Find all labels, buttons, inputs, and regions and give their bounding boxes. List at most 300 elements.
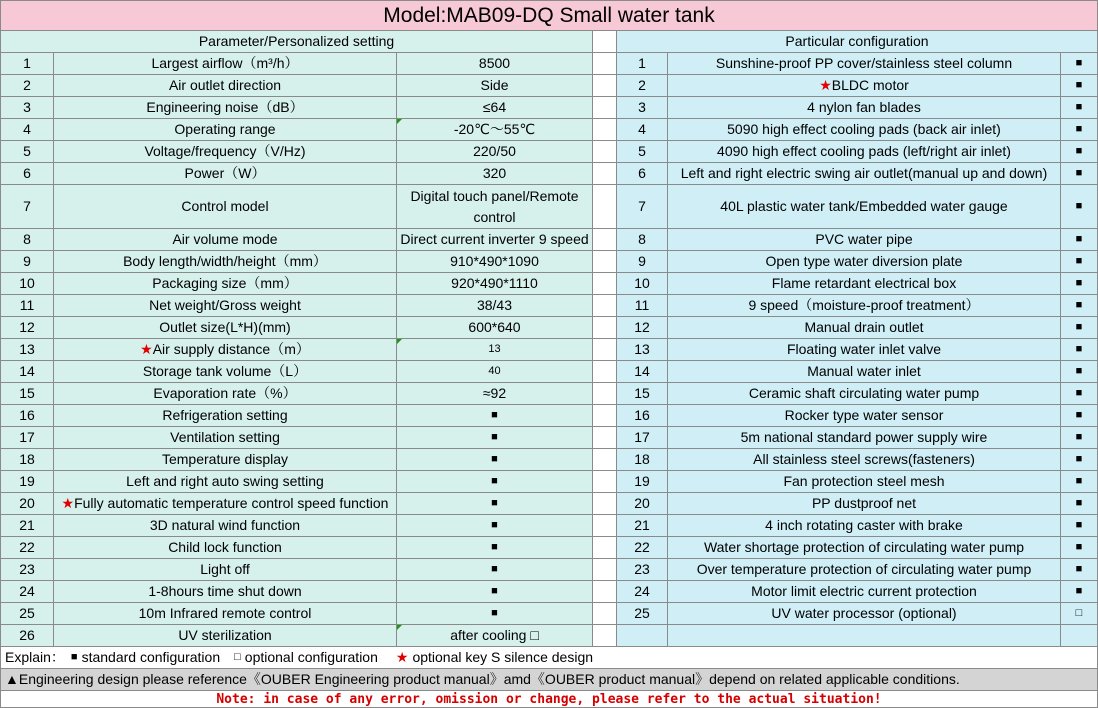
- item-text: Open type water diversion plate: [765, 253, 963, 269]
- left-row-number: [0, 515, 54, 537]
- row-number-text: 11: [19, 297, 35, 313]
- spacer-cell: [593, 141, 617, 163]
- value-text: ■: [491, 453, 498, 465]
- value-text: 13: [488, 343, 501, 355]
- item-text: Rocker type water sensor: [784, 407, 944, 423]
- right-row-number: [617, 295, 668, 317]
- standard-mark-icon: ■: [1075, 387, 1083, 399]
- right-item-cell: [668, 119, 1061, 141]
- item-text: Manual drain outlet: [804, 319, 924, 335]
- left-value-cell: [397, 537, 593, 559]
- row-number-text: 13: [19, 341, 35, 357]
- spacer-header: [593, 31, 617, 53]
- row-number-text: 19: [19, 473, 35, 489]
- left-value-cell: [397, 449, 593, 471]
- value-text: after cooling □: [450, 627, 539, 643]
- item-text: Left and right electric swing air outlet(manual up and down): [680, 165, 1048, 181]
- left-param-cell: [54, 339, 397, 361]
- right-mark-cell: [1061, 559, 1098, 581]
- left-param-cell: [54, 185, 397, 229]
- right-row-number: [617, 515, 668, 537]
- param-text: Storage tank volume（L）: [142, 363, 308, 379]
- row-number-text: 25: [634, 605, 650, 621]
- right-row-number: [617, 119, 668, 141]
- row-number-text: 14: [634, 363, 650, 379]
- value-text: 40: [488, 365, 501, 377]
- param-text: Largest airflow（m³/h）: [151, 55, 299, 71]
- right-item-cell: [668, 53, 1061, 75]
- param-text: Power（W）: [184, 165, 266, 181]
- row-number-text: 14: [19, 363, 35, 379]
- spacer-cell: [593, 185, 617, 229]
- param-text: 1-8hours time shut down: [148, 583, 302, 599]
- right-row-number: [617, 361, 668, 383]
- right-item-cell: [668, 427, 1061, 449]
- spacer-cell: [593, 471, 617, 493]
- standard-mark-icon: ■: [1075, 497, 1083, 509]
- right-mark-cell: [1061, 251, 1098, 273]
- right-mark-cell: [1061, 383, 1098, 405]
- standard-mark-icon: ■: [1075, 167, 1083, 179]
- right-row-number: [617, 229, 668, 251]
- left-param-cell: [54, 515, 397, 537]
- item-text: Ceramic shaft circulating water pump: [748, 385, 980, 401]
- right-mark-cell: [1061, 163, 1098, 185]
- left-row-number: [0, 427, 54, 449]
- star-icon: ★: [140, 341, 153, 357]
- left-param-cell: [54, 163, 397, 185]
- row-number-text: 6: [638, 165, 646, 181]
- sheet-title: Model:MAB09-DQ Small water tank: [0, 0, 1098, 31]
- standard-mark-icon: ■: [1075, 233, 1083, 245]
- right-mark-cell: [1061, 427, 1098, 449]
- param-text: Light off: [200, 561, 250, 577]
- left-row-number: [0, 163, 54, 185]
- row-number-text: 6: [23, 165, 31, 181]
- item-text: Sunshine-proof PP cover/stainless steel column: [715, 55, 1013, 71]
- left-param-cell: [54, 273, 397, 295]
- left-row-number: [0, 251, 54, 273]
- row-number-text: 24: [634, 583, 650, 599]
- left-param-cell: [54, 295, 397, 317]
- spacer-cell: [593, 581, 617, 603]
- item-text: Over temperature protection of circulating water pump: [696, 561, 1032, 577]
- param-text: Control model: [181, 198, 269, 214]
- value-text: 8500: [478, 55, 511, 71]
- right-row-number: [617, 493, 668, 515]
- left-row-number: [0, 581, 54, 603]
- right-item-cell: [668, 625, 1061, 647]
- left-row-number: [0, 537, 54, 559]
- row-number-text: 8: [638, 231, 646, 247]
- value-text: 220/50: [473, 143, 516, 159]
- row-number-text: 8: [23, 231, 31, 247]
- right-mark-cell: [1061, 361, 1098, 383]
- value-text: Side: [480, 77, 509, 93]
- explain-row: [0, 647, 1098, 669]
- left-param-cell: [54, 581, 397, 603]
- value-text: 320: [482, 165, 507, 181]
- left-value-cell: [397, 97, 593, 119]
- left-value-cell: [397, 339, 593, 361]
- value-text: 920*490*1110: [451, 275, 538, 291]
- right-item-cell: [668, 229, 1061, 251]
- right-item-cell: [668, 449, 1061, 471]
- left-row-number: [0, 383, 54, 405]
- right-row-number: [617, 405, 668, 427]
- value-text: -20℃～55℃: [453, 121, 536, 137]
- right-mark-cell: [1061, 229, 1098, 251]
- row-number-text: 15: [634, 385, 650, 401]
- param-text: Air supply distance（m）: [152, 341, 310, 357]
- left-value-cell: [397, 625, 593, 647]
- left-row-number: [0, 97, 54, 119]
- standard-mark-icon: ■: [1075, 321, 1083, 333]
- right-header: Particular configuration: [617, 31, 1098, 53]
- right-item-cell: [668, 295, 1061, 317]
- row-number-text: 1: [23, 55, 31, 71]
- param-text: Left and right auto swing setting: [126, 473, 324, 489]
- param-text: Operating range: [174, 121, 276, 137]
- standard-mark-icon: ■: [1075, 431, 1083, 443]
- left-value-cell: [397, 493, 593, 515]
- left-value-cell: [397, 581, 593, 603]
- row-number-text: 20: [634, 495, 650, 511]
- right-mark-cell: [1061, 625, 1098, 647]
- spacer-cell: [593, 537, 617, 559]
- standard-mark-icon: ■: [1075, 101, 1083, 113]
- key-star-icon: ★: [395, 649, 409, 665]
- spacer-cell: [593, 625, 617, 647]
- row-number-text: 15: [19, 385, 35, 401]
- row-number-text: 26: [19, 627, 35, 643]
- right-row-number: [617, 581, 668, 603]
- param-text: Body length/width/height（mm）: [123, 253, 327, 269]
- param-text: Temperature display: [161, 451, 289, 467]
- row-number-text: 9: [638, 253, 646, 269]
- spacer-cell: [593, 295, 617, 317]
- row-number-text: 22: [634, 539, 650, 555]
- row-number-text: 23: [19, 561, 35, 577]
- spacer-cell: [593, 229, 617, 251]
- left-param-cell: [54, 427, 397, 449]
- left-row-number: [0, 119, 54, 141]
- standard-mark-icon: ■: [1075, 79, 1083, 91]
- left-value-cell: [397, 273, 593, 295]
- item-text: PP dustproof net: [811, 495, 917, 511]
- spacer-cell: [593, 427, 617, 449]
- left-row-number: [0, 603, 54, 625]
- optional-mark-icon: □: [1075, 607, 1083, 619]
- standard-mark-icon: ■: [1075, 541, 1083, 553]
- spacer-cell: [593, 317, 617, 339]
- row-number-text: 9: [23, 253, 31, 269]
- left-param-cell: [54, 405, 397, 427]
- row-number-text: 7: [638, 198, 646, 214]
- right-item-cell: [668, 405, 1061, 427]
- value-text: ■: [491, 409, 498, 421]
- standard-mark-icon: ■: [1075, 123, 1083, 135]
- standard-mark-icon: ■: [1075, 585, 1083, 597]
- value-text: Digital touch panel/Remote control: [410, 187, 579, 225]
- right-item-cell: [668, 141, 1061, 163]
- spacer-cell: [593, 383, 617, 405]
- standard-mark-icon: ■: [1075, 519, 1083, 531]
- item-text: Motor limit electric current protection: [751, 583, 977, 599]
- standard-mark-icon: ■: [1075, 255, 1083, 267]
- left-param-cell: [54, 119, 397, 141]
- param-text: Net weight/Gross weight: [149, 297, 301, 313]
- row-number-text: 12: [634, 319, 650, 335]
- right-row-number: [617, 53, 668, 75]
- left-row-number: [0, 449, 54, 471]
- right-row-number: [617, 141, 668, 163]
- param-text: Ventilation setting: [170, 429, 280, 445]
- right-item-cell: [668, 581, 1061, 603]
- left-param-cell: [54, 383, 397, 405]
- row-number-text: 23: [634, 561, 650, 577]
- notice-line: Note: in case of any error, omission or change, please refer to the actual situation!: [0, 691, 1098, 708]
- right-row-number: [617, 603, 668, 625]
- right-row-number: [617, 75, 668, 97]
- row-number-text: 21: [634, 517, 650, 533]
- right-mark-cell: [1061, 119, 1098, 141]
- left-row-number: [0, 185, 54, 229]
- value-text: ≤64: [482, 99, 507, 115]
- left-param-cell: [54, 603, 397, 625]
- left-value-cell: [397, 383, 593, 405]
- left-row-number: [0, 471, 54, 493]
- param-text: Engineering noise（dB）: [146, 99, 304, 115]
- left-value-cell: [397, 427, 593, 449]
- left-value-cell: [397, 141, 593, 163]
- row-number-text: 17: [19, 429, 35, 445]
- left-param-cell: [54, 493, 397, 515]
- left-row-number: [0, 295, 54, 317]
- spacer-cell: [593, 493, 617, 515]
- right-row-number: [617, 427, 668, 449]
- spacer-cell: [593, 361, 617, 383]
- standard-mark-icon: ■: [1075, 409, 1083, 421]
- right-item-cell: [668, 537, 1061, 559]
- right-item-cell: [668, 273, 1061, 295]
- left-value-cell: [397, 163, 593, 185]
- right-item-cell: [668, 317, 1061, 339]
- right-row-number: [617, 537, 668, 559]
- standard-mark-icon: ■: [1075, 343, 1083, 355]
- right-mark-cell: [1061, 471, 1098, 493]
- right-item-cell: [668, 185, 1061, 229]
- explain-label: Explain：: [5, 649, 65, 665]
- standard-mark-icon: ■: [1075, 453, 1083, 465]
- left-row-number: [0, 75, 54, 97]
- right-mark-cell: [1061, 405, 1098, 427]
- right-row-number: [617, 471, 668, 493]
- left-param-cell: [54, 97, 397, 119]
- value-text: ■: [491, 431, 498, 443]
- left-value-cell: [397, 295, 593, 317]
- value-text: 910*490*1090: [450, 253, 539, 269]
- value-text: 38/43: [476, 297, 513, 313]
- right-item-cell: [668, 339, 1061, 361]
- left-param-cell: [54, 559, 397, 581]
- left-param-cell: [54, 75, 397, 97]
- right-mark-cell: [1061, 603, 1098, 625]
- left-param-cell: [54, 251, 397, 273]
- right-row-number: [617, 383, 668, 405]
- right-mark-cell: [1061, 537, 1098, 559]
- item-text: BLDC motor: [831, 77, 909, 93]
- left-row-number: [0, 141, 54, 163]
- standard-mark-icon: ■: [1075, 563, 1083, 575]
- right-mark-cell: [1061, 185, 1098, 229]
- left-param-cell: [54, 53, 397, 75]
- item-text: Water shortage protection of circulating water pump: [703, 539, 1025, 555]
- spacer-cell: [593, 119, 617, 141]
- row-number-text: 7: [23, 198, 31, 214]
- right-mark-cell: [1061, 515, 1098, 537]
- spacer-cell: [593, 53, 617, 75]
- left-value-cell: [397, 559, 593, 581]
- right-item-cell: [668, 75, 1061, 97]
- left-param-cell: [54, 625, 397, 647]
- left-value-cell: [397, 405, 593, 427]
- right-item-cell: [668, 493, 1061, 515]
- left-row-number: [0, 559, 54, 581]
- standard-mark-icon: ■: [1075, 475, 1083, 487]
- value-text: ■: [491, 519, 498, 531]
- row-number-text: 3: [23, 99, 31, 115]
- row-number-text: 17: [634, 429, 650, 445]
- right-item-cell: [668, 559, 1061, 581]
- right-mark-cell: [1061, 493, 1098, 515]
- row-number-text: 18: [19, 451, 35, 467]
- row-number-text: 3: [638, 99, 646, 115]
- item-text: 4 nylon fan blades: [807, 99, 921, 115]
- param-text: Packaging size（mm）: [152, 275, 298, 291]
- right-mark-cell: [1061, 449, 1098, 471]
- left-value-cell: [397, 361, 593, 383]
- param-text: Fully automatic temperature control speed function: [74, 495, 389, 511]
- row-number-text: 4: [23, 121, 31, 137]
- row-number-text: 1: [638, 55, 646, 71]
- value-text: Direct current inverter 9 speed: [400, 231, 589, 247]
- left-header: Parameter/Personalized setting: [0, 31, 593, 53]
- value-text: ■: [491, 585, 498, 597]
- row-number-text: 2: [23, 77, 31, 93]
- row-number-text: 19: [634, 473, 650, 489]
- spacer-cell: [593, 405, 617, 427]
- right-row-number: [617, 185, 668, 229]
- standard-mark-icon: ■: [1075, 277, 1083, 289]
- item-text: 5090 high effect cooling pads (back air inlet): [727, 121, 1001, 137]
- right-row-number: [617, 97, 668, 119]
- left-row-number: [0, 53, 54, 75]
- spacer-cell: [593, 449, 617, 471]
- right-mark-cell: [1061, 581, 1098, 603]
- right-row-number: [617, 251, 668, 273]
- left-param-cell: [54, 361, 397, 383]
- param-text: Air outlet direction: [168, 77, 282, 93]
- right-row-number: [617, 625, 668, 647]
- row-number-text: 4: [638, 121, 646, 137]
- optional-text: optional configuration: [244, 649, 378, 665]
- standard-mark-icon: ■: [1075, 145, 1083, 157]
- left-param-cell: [54, 537, 397, 559]
- left-param-cell: [54, 141, 397, 163]
- spacer-cell: [593, 75, 617, 97]
- spacer-cell: [593, 251, 617, 273]
- right-row-number: [617, 449, 668, 471]
- row-number-text: 5: [23, 143, 31, 159]
- param-text: Outlet size(L*H)(mm): [159, 319, 291, 335]
- row-number-text: 18: [634, 451, 650, 467]
- item-text: 5m national standard power supply wire: [740, 429, 988, 445]
- left-value-cell: [397, 185, 593, 229]
- value-text: 600*640: [468, 319, 521, 335]
- right-item-cell: [668, 515, 1061, 537]
- spacer-cell: [593, 163, 617, 185]
- engineering-note: ▲Engineering design please reference《OUBER Engineering product manual》amd《OUBER product manual》depend on related applicable conditions.: [0, 669, 1098, 691]
- left-value-cell: [397, 119, 593, 141]
- left-value-cell: [397, 251, 593, 273]
- param-text: Air volume mode: [172, 231, 278, 247]
- left-value-cell: [397, 471, 593, 493]
- right-mark-cell: [1061, 295, 1098, 317]
- row-number-text: 12: [19, 319, 35, 335]
- value-text: ■: [491, 475, 498, 487]
- param-text: Evaporation rate（%）: [153, 385, 297, 401]
- left-value-cell: [397, 229, 593, 251]
- right-mark-cell: [1061, 53, 1098, 75]
- item-text: Manual water inlet: [807, 363, 921, 379]
- left-row-number: [0, 493, 54, 515]
- row-number-text: 16: [19, 407, 35, 423]
- spacer-cell: [593, 273, 617, 295]
- right-item-cell: [668, 361, 1061, 383]
- row-number-text: 16: [634, 407, 650, 423]
- left-row-number: [0, 229, 54, 251]
- star-icon: ★: [61, 495, 75, 511]
- item-text: Floating water inlet valve: [786, 341, 942, 357]
- param-text: 3D natural wind function: [149, 517, 301, 533]
- item-text: UV water processor (optional): [771, 605, 957, 621]
- param-text: Refrigeration setting: [162, 407, 288, 423]
- item-text: PVC water pipe: [815, 231, 913, 247]
- right-mark-cell: [1061, 141, 1098, 163]
- left-row-number: [0, 317, 54, 339]
- left-row-number: [0, 273, 54, 295]
- item-text: Flame retardant electrical box: [771, 275, 957, 291]
- right-row-number: [617, 339, 668, 361]
- item-text: 9 speed（moisture-proof treatment）: [748, 297, 980, 313]
- standard-mark-icon: ■: [1075, 200, 1083, 212]
- left-value-cell: [397, 515, 593, 537]
- left-param-cell: [54, 229, 397, 251]
- param-text: 10m Infrared remote control: [138, 605, 312, 621]
- left-value-cell: [397, 53, 593, 75]
- right-mark-cell: [1061, 339, 1098, 361]
- param-text: Child lock function: [168, 539, 282, 555]
- value-text: ■: [491, 541, 498, 553]
- right-row-number: [617, 273, 668, 295]
- left-value-cell: [397, 603, 593, 625]
- row-number-text: 22: [19, 539, 35, 555]
- standard-mark-icon: ■: [1075, 57, 1083, 69]
- left-param-cell: [54, 471, 397, 493]
- value-text: ■: [491, 563, 498, 575]
- item-text: 4090 high effect cooling pads (left/right air inlet): [717, 143, 1011, 159]
